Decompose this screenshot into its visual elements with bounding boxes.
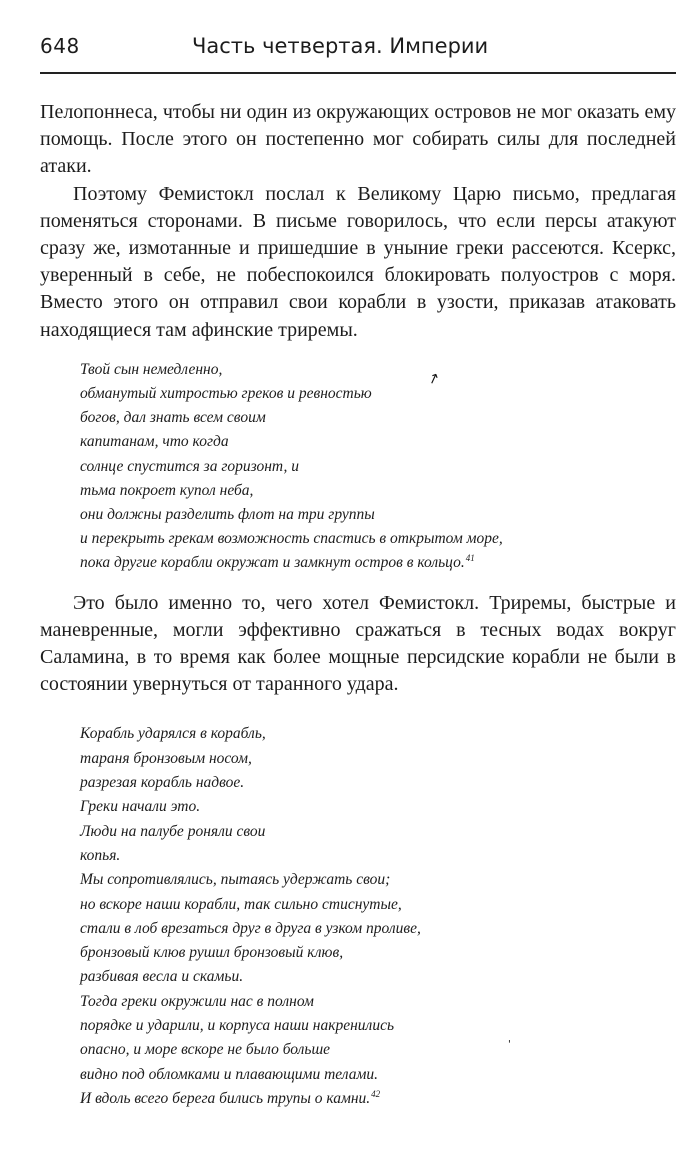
verse-line: Твой сын немедленно, — [80, 360, 223, 378]
footnote-marker: 41 — [465, 553, 475, 564]
verse-line: тараня бронзовым носом, — [80, 749, 252, 767]
page-body — [40, 99, 676, 1111]
page-header — [40, 30, 676, 74]
verse-quote-1 — [40, 358, 676, 576]
verse-line: порядке и ударили, и корпуса наши накренились — [80, 1017, 395, 1035]
verse-line: бронзовый клюв рушил бронзовый клюв, — [80, 944, 344, 962]
verse-line: стали в лоб врезаться друг в друга в узком проливе, — [80, 919, 421, 937]
verse-line: но вскоре наши корабли, так сильно стиснутые, — [80, 895, 402, 913]
paragraph: Это было именно то, чего хотел Фемистокл. Триремы, быстрые и маневренные, могли эффективно сражаться в тесных водах вокруг Саламина, в то время как более мощные персидские корабли не были в состоянии увернуться от таранного удара. — [40, 591, 676, 696]
paragraph-continued: Пелопоннеса, чтобы ни один из окружающих островов не мог оказать ему помощь. После этого он постепенно мог собирать силы для последней атаки. — [40, 101, 676, 178]
verse-line-last — [80, 551, 676, 575]
paragraph: Поэтому Фемистокл послал к Великому Царю письмо, предлагая поменяться сторонами. В письме говорилось, что если персы атакуют сразу же, измотанные и пришедшие в уныние греки рассеются. Ксеркс, уверенный в себе, не побеспокоился блокировать полуостров с моря. Вместо этого он отправил свои корабли в узости, приказав атаковать находящиеся там афинские триремы. — [40, 182, 676, 341]
scan-speck-icon: ↗ — [425, 369, 443, 389]
page-number: 648 — [40, 34, 80, 58]
verse-line: солнце спустится за горизонт, и — [80, 457, 300, 475]
verse-line: Люди на палубе роняли свои — [80, 822, 266, 840]
verse-line-text: пока другие корабли окружат и замкнут остров в кольцо. — [80, 554, 465, 572]
verse-line: капитанам, что когда — [80, 433, 229, 451]
verse-line: Греки начали это. — [80, 798, 201, 816]
verse-line: они должны разделить флот на три группы — [80, 506, 375, 524]
running-title: Часть четвертая. Империи — [192, 34, 489, 58]
verse-line-text: И вдоль всего берега бились трупы о камни. — [80, 1089, 371, 1107]
verse-line: разбивая весла и скамьи. — [80, 968, 244, 986]
verse-line: и перекрыть грекам возможность спастись в открытом море, — [80, 530, 503, 548]
verse-line: обманутый хитростью греков и ревностью — [80, 385, 372, 403]
verse-line: Мы сопротивлялись, пытаясь удержать свои; — [80, 871, 391, 889]
verse-line: тьма покроет купол неба, — [80, 481, 254, 499]
verse-quote-2 — [40, 722, 676, 1111]
verse-line: Корабль ударялся в корабль, — [80, 725, 266, 743]
verse-line: богов, дал знать всем своим — [80, 409, 266, 427]
header-rule — [40, 72, 676, 74]
verse-line: видно под обломками и плавающими телами. — [80, 1065, 378, 1083]
verse-line: разрезая корабль надвое. — [80, 774, 245, 792]
scan-speck-icon: ' — [508, 1039, 511, 1050]
verse-line: опасно, и море вскоре не было больше — [80, 1041, 331, 1059]
verse-line: Тогда греки окружили нас в полном — [80, 992, 314, 1010]
verse-line-last — [80, 1087, 676, 1111]
verse-line: копья. — [80, 846, 121, 864]
footnote-marker: 42 — [371, 1088, 381, 1099]
